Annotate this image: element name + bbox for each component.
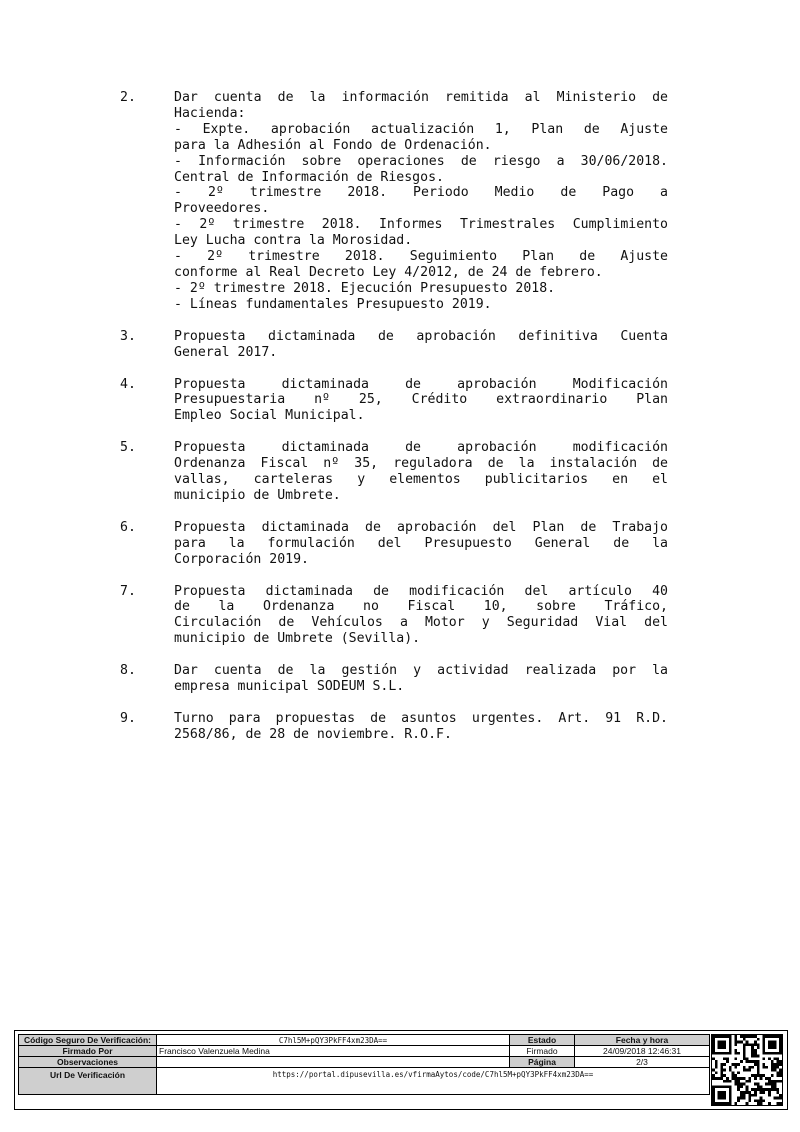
agenda-item-line: empresa municipal SODEUM S.L.	[174, 679, 405, 695]
agenda-item-line: Empleo Social Municipal.	[174, 408, 365, 424]
agenda-item-line: Corporación 2019.	[174, 551, 309, 567]
agenda-item	[120, 90, 668, 313]
estado-label: Estado	[510, 1035, 575, 1046]
agenda-item-line: Propuesta dictaminada de aprobación Modificación	[174, 376, 668, 392]
observaciones-value	[157, 1057, 510, 1068]
agenda-item-line: - Expte. aprobación actualización 1, Plan de Ajuste	[174, 121, 668, 137]
agenda-item-number: 7.	[120, 583, 136, 599]
agenda-item-line: Propuesta dictaminada de aprobación del Plan de Trabajo	[174, 519, 668, 535]
agenda-item-line: Dar cuenta de la gestión y actividad realizada por la	[174, 663, 668, 679]
agenda-item	[120, 711, 668, 743]
agenda-item-line: General 2017.	[174, 344, 278, 360]
agenda-item-text	[174, 440, 668, 504]
agenda-item	[120, 329, 668, 361]
agenda-item-line: municipio de Umbrete (Sevilla).	[174, 631, 421, 647]
agenda-item-line: para la Adhesión al Fondo de Ordenación.	[174, 137, 492, 153]
agenda-item-line: conforme al Real Decreto Ley 4/2012, de 24 de febrero.	[174, 264, 603, 280]
agenda-item-line: Hacienda:	[174, 105, 246, 121]
agenda-item-line: Ordenanza Fiscal nº 35, reguladora de la instalación de	[174, 456, 668, 472]
agenda-item-number: 2.	[120, 90, 136, 105]
agenda-item-number: 5.	[120, 440, 136, 456]
agenda-item-line: municipio de Umbrete.	[174, 487, 341, 503]
agenda-item-number: 4.	[120, 376, 136, 392]
agenda-item-number: 3.	[120, 328, 136, 344]
agenda-item-line: Proveedores.	[174, 201, 270, 217]
agenda-item-text	[174, 377, 668, 425]
agenda-list	[120, 90, 668, 759]
agenda-item-line: - 2º trimestre 2018. Informes Trimestrales Cumplimiento	[174, 217, 668, 233]
pagina-value: 2/3	[575, 1057, 710, 1068]
agenda-item	[120, 440, 668, 504]
agenda-item-number: 6.	[120, 519, 136, 535]
fecha-value: 24/09/2018 12:46:31	[575, 1046, 710, 1057]
agenda-item-line: - Líneas fundamentales Presupuesto 2019.	[174, 296, 492, 312]
firmado-por-value: Francisco Valenzuela Medina	[157, 1046, 510, 1057]
agenda-item-line: - 2º trimestre 2018. Ejecución Presupuesto 2018.	[174, 280, 556, 296]
agenda-item-line: de la Ordenanza no Fiscal 10, sobre Tráfico,	[174, 599, 668, 615]
agenda-item-text	[174, 584, 668, 648]
agenda-item-line: Turno para propuestas de asuntos urgentes. Art. 91 R.D.	[174, 711, 668, 726]
signature-table	[18, 1034, 710, 1095]
signature-block	[14, 1030, 788, 1110]
agenda-item	[120, 584, 668, 648]
estado-value: Firmado	[510, 1046, 575, 1057]
codigo-value: C7hl5M+pQY3PkFF4xm23DA==	[157, 1035, 510, 1046]
qr-code-icon	[711, 1034, 783, 1106]
agenda-item-line: Propuesta dictaminada de modificación del artículo 40	[174, 583, 668, 599]
agenda-item-number: 8.	[120, 663, 136, 679]
observaciones-label: Observaciones	[19, 1057, 157, 1068]
agenda-item-line: Ley Lucha contra la Morosidad.	[174, 233, 413, 249]
agenda-item-text	[174, 663, 668, 695]
agenda-item-line: Propuesta dictaminada de aprobación definitiva Cuenta	[174, 328, 668, 344]
agenda-item-line: Central de Información de Riesgos.	[174, 169, 444, 185]
pagina-label: Página	[510, 1057, 575, 1068]
agenda-item-number: 9.	[120, 711, 136, 726]
agenda-item-line: Circulación de Vehículos a Motor y Seguridad Vial del	[174, 615, 668, 631]
agenda-item-line: para la formulación del Presupuesto General de la	[174, 535, 668, 551]
agenda-item-line: vallas, carteleras y elementos publicitarios en el	[174, 472, 668, 488]
agenda-item	[120, 520, 668, 568]
agenda-item-line: - 2º trimestre 2018. Seguimiento Plan de Ajuste	[174, 249, 668, 265]
agenda-item-text	[174, 329, 668, 361]
agenda-item-line: 2568/86, de 28 de noviembre. R.O.F.	[174, 726, 452, 742]
firmado-por-label: Firmado Por	[19, 1046, 157, 1057]
agenda-item-text	[174, 520, 668, 568]
agenda-item-line: - Información sobre operaciones de riesgo a 30/06/2018.	[174, 153, 668, 169]
url-value: https://portal.dipusevilla.es/vfirmaAytos/code/C7hl5M+pQY3PkFF4xm23DA==	[157, 1068, 710, 1095]
agenda-item	[120, 663, 668, 695]
agenda-item-line: - 2º trimestre 2018. Periodo Medio de Pago a	[174, 185, 668, 201]
agenda-item-text	[174, 711, 668, 743]
agenda-item-line: Presupuestaria nº 25, Crédito extraordinario Plan	[174, 392, 668, 408]
fecha-label: Fecha y hora	[575, 1035, 710, 1046]
codigo-label: Código Seguro De Verificación:	[19, 1035, 157, 1046]
agenda-item	[120, 377, 668, 425]
agenda-item-line: Propuesta dictaminada de aprobación modificación	[174, 440, 668, 456]
agenda-item-line: Dar cuenta de la información remitida al Ministerio de	[174, 90, 668, 105]
agenda-item-text	[174, 90, 668, 313]
url-label: Url De Verificación	[19, 1068, 157, 1095]
